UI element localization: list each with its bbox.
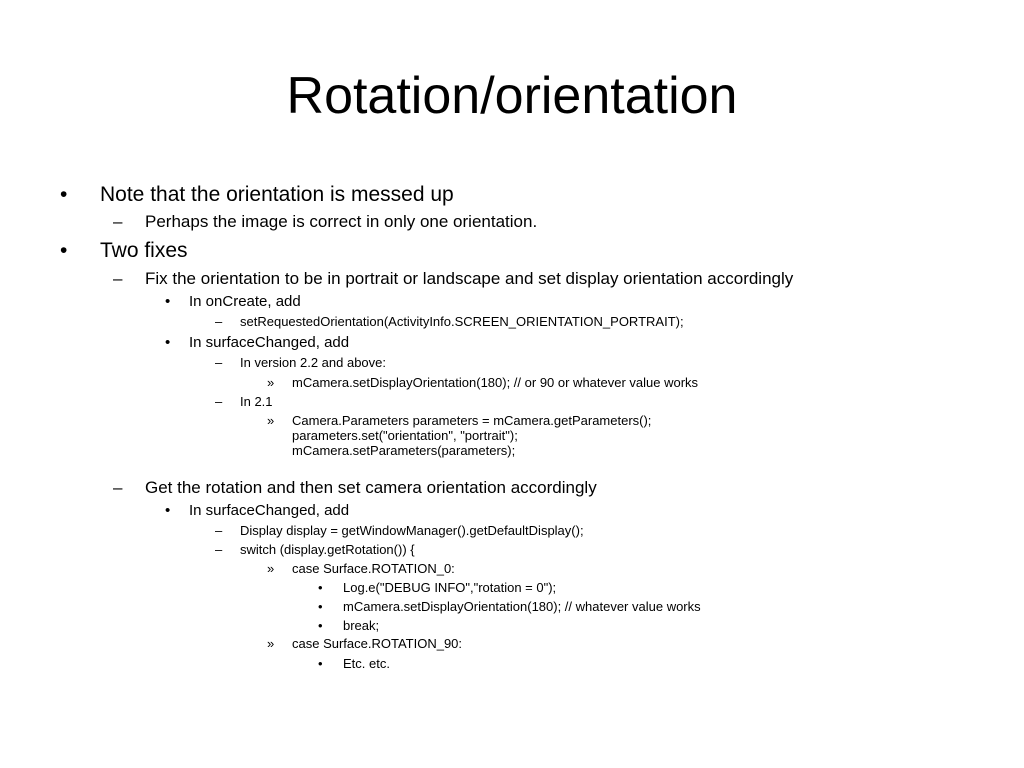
bullet-text: Two fixes xyxy=(100,239,188,262)
bullet-text: setRequestedOrientation(ActivityInfo.SCREEN_ORIENTATION_PORTRAIT); xyxy=(240,314,684,329)
bullet-text: In surfaceChanged, add xyxy=(189,502,350,519)
bullet-text: Get the rotation and then set camera orientation accordingly xyxy=(145,478,597,497)
bullet-marker: – xyxy=(215,523,223,538)
bullet-text: case Surface.ROTATION_0: xyxy=(292,561,455,576)
bullet-marker: – xyxy=(215,314,223,329)
bullet-marker: • xyxy=(318,580,323,595)
bullet-marker: » xyxy=(267,561,275,576)
bullet-marker: – xyxy=(113,212,123,231)
bullet-text: Log.e("DEBUG INFO","rotation = 0"); xyxy=(343,580,557,595)
code-line: Camera.Parameters parameters = mCamera.getParameters(); xyxy=(292,413,652,428)
bullet-marker: » xyxy=(267,375,275,390)
bullet-text: switch (display.getRotation()) { xyxy=(240,542,415,557)
bullet-text: break; xyxy=(343,618,380,633)
bullet-text: In onCreate, add xyxy=(189,293,301,310)
bullet-text: mCamera.setDisplayOrientation(180); // or 90 or whatever value works xyxy=(292,375,699,390)
code-line: mCamera.setParameters(parameters); xyxy=(292,443,516,458)
bullet-marker: » xyxy=(267,636,275,651)
bullet-marker: • xyxy=(165,502,171,519)
code-block xyxy=(292,413,651,458)
bullet-marker: • xyxy=(60,239,68,262)
bullet-marker: • xyxy=(165,334,171,351)
bullet-text: Etc. etc. xyxy=(343,656,390,671)
bullet-text: Display display = getWindowManager().getDefaultDisplay(); xyxy=(240,523,584,538)
bullet-marker: – xyxy=(215,542,223,557)
bullet-marker: • xyxy=(318,656,323,671)
bullet-text: case Surface.ROTATION_90: xyxy=(292,636,463,651)
bullet-text: In 2.1 xyxy=(240,394,273,409)
slide-title: Rotation/orientation xyxy=(286,67,738,125)
bullet-marker: • xyxy=(165,293,171,310)
code-line: parameters.set("orientation", "portrait"); xyxy=(292,428,518,443)
bullet-marker: – xyxy=(113,478,123,497)
bullet-marker: – xyxy=(215,394,223,409)
bullet-text: mCamera.setDisplayOrientation(180); // whatever value works xyxy=(343,599,701,614)
bullet-marker: – xyxy=(113,269,123,288)
bullet-text: Note that the orientation is messed up xyxy=(100,183,454,206)
bullet-text: In version 2.2 and above: xyxy=(240,355,386,370)
bullet-marker: • xyxy=(318,599,323,614)
bullet-text: Perhaps the image is correct in only one orientation. xyxy=(145,212,538,231)
bullet-marker: • xyxy=(318,618,323,633)
bullet-marker: » xyxy=(267,413,275,428)
bullet-text: In surfaceChanged, add xyxy=(189,334,350,351)
bullet-text: Fix the orientation to be in portrait or landscape and set display orientation accordingly xyxy=(145,269,794,288)
bullet-marker: • xyxy=(60,183,68,206)
bullet-marker: – xyxy=(215,355,223,370)
